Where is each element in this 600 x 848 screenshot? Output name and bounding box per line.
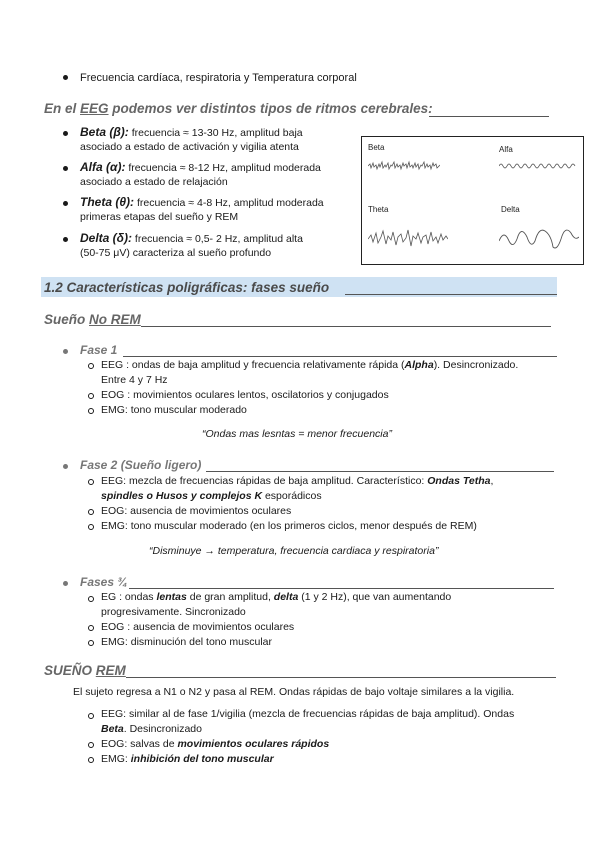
rhythm-theta-line1	[80, 195, 324, 210]
rhythm-beta-desc: frecuencia ≈ 13-30 Hz, amplitud baja	[128, 127, 303, 139]
section-heading: 1.2 Características poligráficas: fases sueño	[44, 280, 330, 295]
alfa-wave	[499, 159, 577, 173]
bullet	[63, 75, 68, 80]
no-rem-heading-prefix: Sueño	[44, 312, 90, 327]
rhythm-theta-desc: frecuencia ≈ 4-8 Hz, amplitud moderada	[134, 197, 324, 209]
bullet	[63, 464, 68, 469]
heading-rule	[206, 471, 554, 472]
fase1-eeg	[101, 358, 518, 372]
fases34-eeg-text: EG : ondas	[101, 591, 157, 603]
fase1-quote: “Ondas mas lesntas = menor frecuencia”	[202, 428, 392, 440]
rhythm-alfa-name: Alfa (α):	[80, 160, 126, 174]
fase2-eeg-text: EEG: mezcla de frecuencias rápidas de baja amplitud. Característico:	[101, 475, 428, 487]
figure-label-beta: Beta	[368, 143, 385, 152]
rhythm-beta-line1	[80, 125, 303, 140]
rem-emg-inhibition: inhibición del tono muscular	[130, 753, 274, 765]
fase2-quote: “Disminuye → temperatura, frecuencia cardiaca y respiratoria”	[149, 545, 439, 557]
heading-rule	[141, 326, 551, 327]
no-rem-heading-underlined: No REM	[89, 312, 141, 327]
rhythm-delta-name: Delta (δ):	[80, 231, 132, 245]
rem-heading	[44, 663, 126, 678]
bullet	[63, 237, 68, 242]
rhythm-theta-line2: primeras etapas del sueño y REM	[80, 211, 239, 223]
fase2-eeg-line2	[101, 489, 322, 503]
fases34-eeg-line2: progresivamente. Sincronizado	[101, 606, 246, 618]
sub-bullet	[88, 408, 94, 414]
rem-emg	[101, 752, 274, 766]
rem-eeg-line2	[101, 722, 202, 736]
fase1-eog: EOG : movimientos oculares lentos, oscilatorios y conjugados	[101, 389, 389, 401]
sub-bullet	[88, 640, 94, 646]
figure-label-delta: Delta	[501, 205, 520, 214]
eeg-heading-prefix: En el	[44, 101, 81, 116]
heading-rule	[429, 116, 549, 117]
bullet	[63, 201, 68, 206]
bullet	[63, 581, 68, 586]
figure-label-theta: Theta	[368, 205, 389, 214]
delta-wave	[499, 219, 579, 253]
sub-bullet	[88, 757, 94, 763]
fase2-eeg-comma: ,	[490, 475, 494, 487]
heading-rule	[123, 356, 557, 357]
fase2-title: Fase 2 (Sueño ligero)	[80, 458, 202, 472]
fases34-eeg-delta: delta	[273, 591, 299, 603]
beta-wave	[368, 159, 440, 173]
rhythm-alfa-line2: asociado a estado de relajación	[80, 176, 228, 188]
fases34-eeg-mid: de gran amplitud,	[186, 591, 274, 603]
fases34-emg: EMG: disminución del tono muscular	[101, 636, 272, 648]
fases34-eeg-lentas: lentas	[156, 591, 187, 603]
fase1-eeg-text: EEG : ondas de baja amplitud y frecuencia relativamente rápida (	[101, 359, 405, 371]
no-rem-heading	[44, 312, 141, 327]
sub-bullet	[88, 742, 94, 748]
fase1-emg: EMG: tono muscular moderado	[101, 404, 247, 416]
fase2-eeg-tetha: Ondas Tetha	[427, 475, 491, 487]
fases34-eeg	[101, 590, 451, 604]
theta-wave	[368, 225, 448, 251]
fase2-emg: EMG: tono muscular moderado (en los primeros ciclos, menor después de REM)	[101, 520, 477, 532]
sub-bullet	[88, 596, 94, 602]
sub-bullet	[88, 524, 94, 530]
heading-rule	[345, 294, 557, 295]
rem-heading-underlined: REM	[95, 663, 126, 678]
sub-bullet	[88, 363, 94, 369]
rhythm-delta-desc: frecuencia ≈ 0,5- 2 Hz, amplitud alta	[132, 233, 303, 245]
fase1-eeg-end: ). Desincronizado.	[433, 359, 519, 371]
rem-eeg: EEG: similar al de fase 1/vigilia (mezcla de frecuencias rápidas de baja amplitud). Ondas	[101, 708, 515, 720]
fase1-title: Fase 1	[80, 343, 118, 357]
fases34-eog: EOG : ausencia de movimientos oculares	[101, 621, 295, 633]
bullet	[63, 131, 68, 136]
bullet	[63, 166, 68, 171]
top-bullet-text: Frecuencia cardíaca, respiratoria y Temperatura corporal	[80, 72, 357, 84]
rem-eog	[101, 737, 329, 751]
eeg-heading-eeg: EEG	[80, 101, 109, 116]
rhythm-alfa-line1	[80, 160, 321, 175]
rem-intro: El sujeto regresa a N1 o N2 y pasa al REM. Ondas rápidas de bajo voltaje similares a la vigilia.	[73, 686, 515, 698]
fase2-eog: EOG: ausencia de movimientos oculares	[101, 505, 292, 517]
heading-rule	[129, 588, 554, 589]
fase1-eeg-line2: Entre 4 y 7 Hz	[101, 374, 168, 386]
rem-heading-prefix: SUEÑO	[44, 663, 96, 678]
rhythm-delta-line2: (50-75 μV) caracteriza al sueño profundo	[80, 247, 272, 259]
sub-bullet	[88, 479, 94, 485]
figure-label-alfa: Alfa	[499, 145, 513, 154]
rhythm-alfa-desc: frecuencia ≈ 8-12 Hz, amplitud moderada	[125, 162, 321, 174]
sub-bullet	[88, 393, 94, 399]
rem-eog-rapid: movimientos oculares rápidos	[177, 738, 330, 750]
rem-eeg-desync: . Desincronizado	[123, 723, 202, 735]
fase2-eeg-sporadic: esporádicos	[262, 490, 322, 502]
rhythm-beta-line2: asociado a estado de activación y vigilia atenta	[80, 141, 299, 153]
sub-bullet	[88, 625, 94, 631]
rem-eog-text: EOG: salvas de	[101, 738, 178, 750]
fase2-eeg-spindles: spindles o Husos y complejos K	[101, 490, 263, 502]
heading-rule	[126, 677, 556, 678]
fase1-eeg-alpha: Alpha	[404, 359, 434, 371]
eeg-heading	[44, 101, 433, 116]
rem-eeg-beta: Beta	[101, 723, 124, 735]
fase2-eeg	[101, 474, 493, 488]
sub-bullet	[88, 509, 94, 515]
rhythm-theta-name: Theta (θ):	[80, 195, 135, 209]
sub-bullet	[88, 713, 94, 719]
rhythm-delta-line1	[80, 231, 303, 246]
eeg-heading-suffix: podemos ver distintos tipos de ritmos cerebrales:	[108, 101, 433, 116]
bullet	[63, 349, 68, 354]
fases34-title: Fases ¾	[80, 575, 128, 589]
fases34-eeg-end: (1 y 2 Hz), que van aumentando	[298, 591, 452, 603]
rhythm-beta-name: Beta (β):	[80, 125, 129, 139]
rem-emg-text: EMG:	[101, 753, 131, 765]
eeg-rhythms-figure	[361, 136, 584, 265]
